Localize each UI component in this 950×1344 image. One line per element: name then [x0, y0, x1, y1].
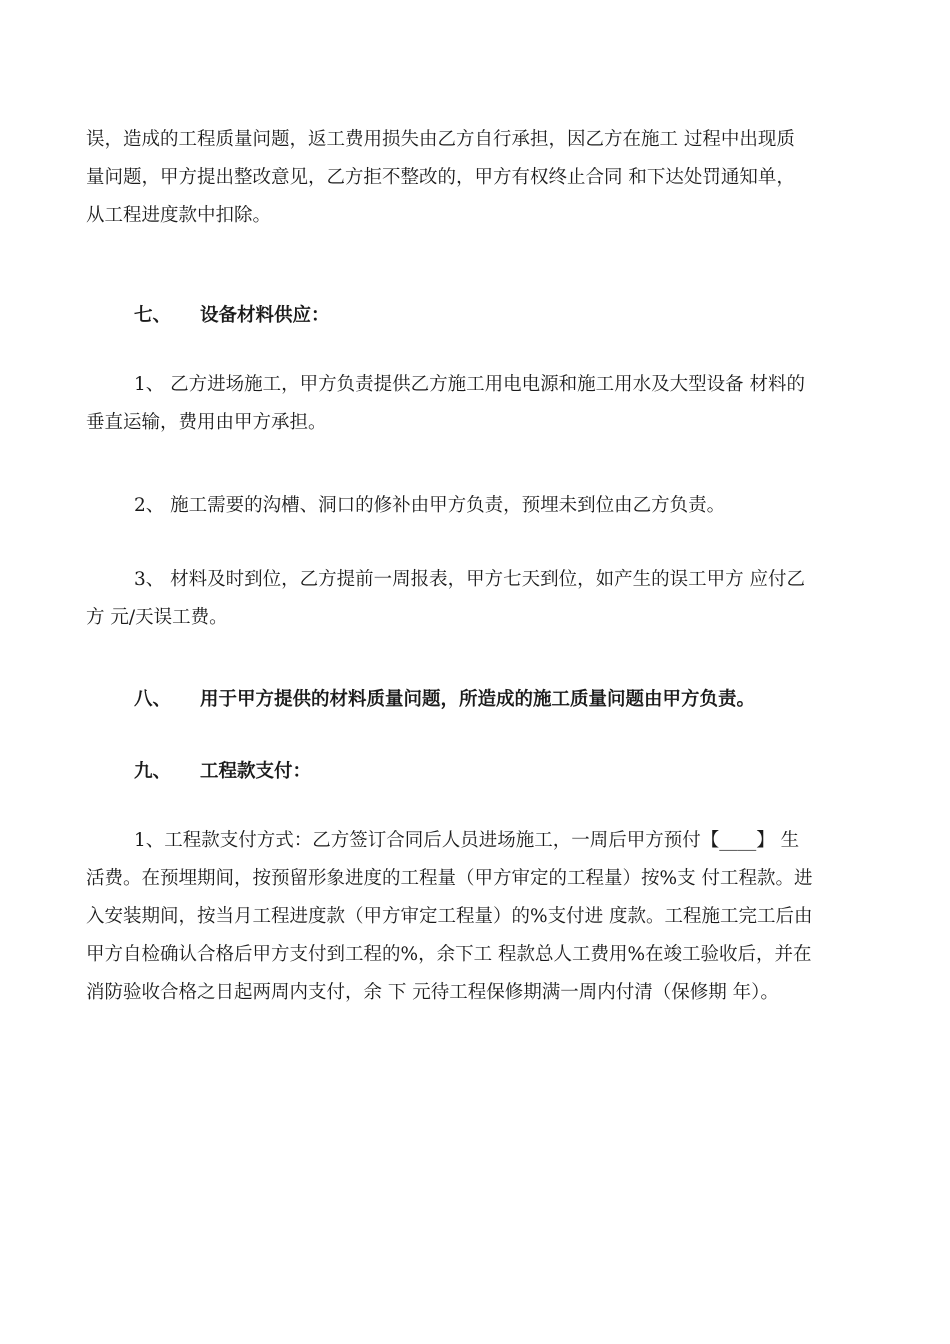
text-line: 从工程进度款中扣除。: [86, 205, 272, 226]
section-number: 九、: [134, 761, 172, 782]
text-line: 1、工程款支付方式：乙方签订合同后人员进场施工，一周后甲方预付【____】 生: [134, 830, 800, 851]
text-line: 1、 乙方进场施工，甲方负责提供乙方施工用电电源和施工用水及大型设备 材料的: [134, 374, 806, 395]
text-line: 3、 材料及时到位，乙方提前一周报表，甲方七天到位，如产生的误工甲方 应付乙: [134, 569, 806, 590]
section-title: 设备材料供应：: [200, 305, 330, 326]
text-line: 2、 施工需要的沟槽、洞口的修补由甲方负责，预埋未到位由乙方负责。: [134, 495, 726, 516]
text-line: 垂直运输，费用由甲方承担。: [86, 412, 327, 433]
section-number: 八、: [134, 689, 172, 710]
text-line: 入安装期间，按当月工程进度款（甲方审定工程量）的%支付进 度款。工程施工完工后由: [86, 906, 813, 927]
section-heading-8: [134, 681, 755, 719]
paragraph-quality-liability: [86, 121, 876, 235]
section-heading-7: [134, 297, 330, 335]
text-line: 量问题，甲方提出整改意见，乙方拒不整改的，甲方有权终止合同 和下达处罚通知单，: [86, 167, 795, 188]
text-line: 甲方自检确认合格后甲方支付到工程的%，余下工 程款总人工费用%在竣工验收后，并在: [86, 944, 812, 965]
text-line: 消防验收合格之日起两周内支付，余 下 元待工程保修期满一周内付清（保修期 年）。: [86, 982, 779, 1003]
paragraph-9-1: [86, 822, 876, 1012]
text-line: 方 元/天误工费。: [86, 607, 228, 628]
text-line: 活费。在预埋期间，按预留形象进度的工程量（甲方审定的工程量）按%支 付工程款。进: [86, 868, 813, 889]
text-line: 误，造成的工程质量问题，返工费用损失由乙方自行承担，因乙方在施工 过程中出现质: [86, 129, 795, 150]
section-heading-9: [134, 753, 311, 791]
section-title: 用于甲方提供的材料质量问题，所造成的施工质量问题由甲方负责。: [200, 689, 756, 710]
paragraph-7-1: [86, 366, 876, 442]
section-title: 工程款支付：: [200, 761, 312, 782]
section-number: 七、: [134, 305, 172, 326]
paragraph-7-3: [86, 561, 876, 637]
paragraph-7-2: [86, 487, 876, 525]
